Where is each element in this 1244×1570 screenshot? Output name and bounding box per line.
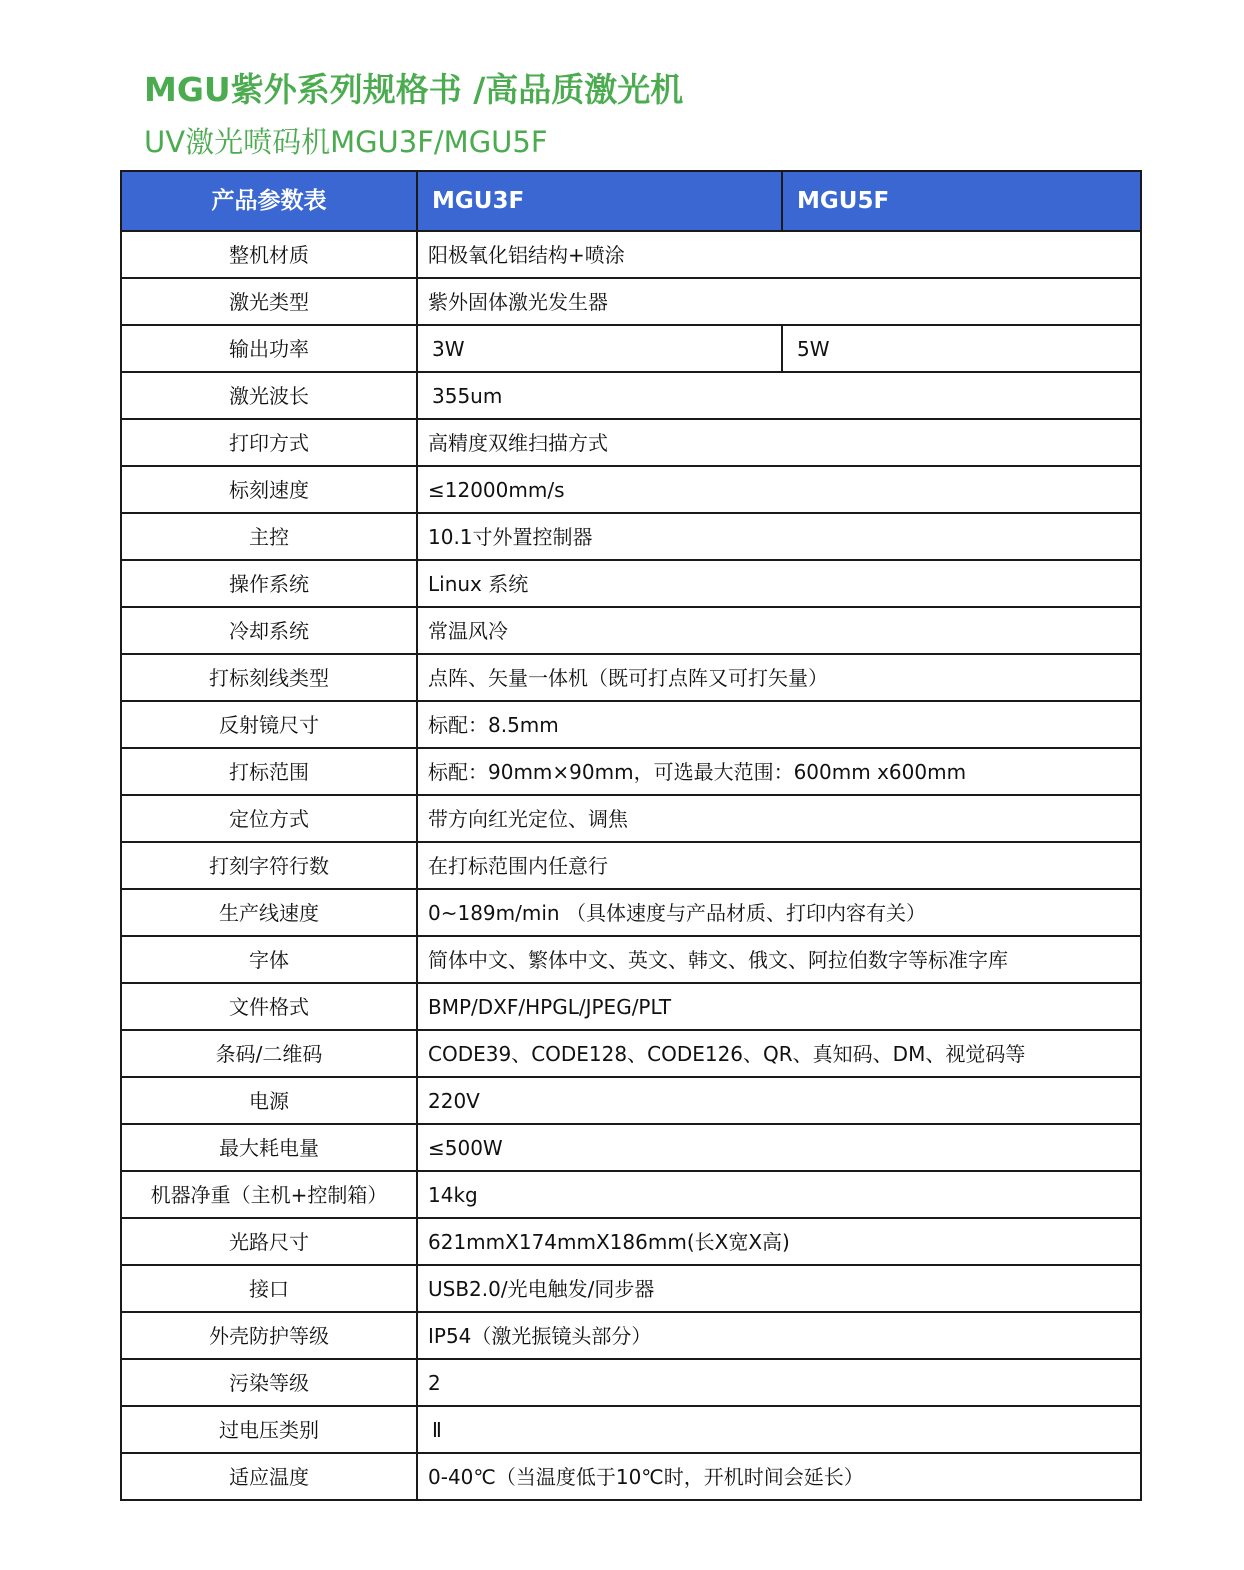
header-model-mgu3f: MGU3F [417, 171, 782, 231]
row-label: 最大耗电量 [121, 1124, 417, 1171]
table-row [121, 1453, 1141, 1500]
row-value: 点阵、矢量一体机（既可打点阵又可打矢量） [417, 654, 1141, 701]
row-label: 外壳防护等级 [121, 1312, 417, 1359]
spec-table [120, 170, 1142, 1501]
row-value: 阳极氧化铝结构+喷涂 [417, 231, 1141, 278]
page-subtitle: UV激光喷码机MGU3F/MGU5F [144, 125, 548, 159]
row-label: 打标刻线类型 [121, 654, 417, 701]
table-row [121, 701, 1141, 748]
table-row [121, 1218, 1141, 1265]
table-row [121, 1265, 1141, 1312]
row-label: 污染等级 [121, 1359, 417, 1406]
row-value: BMP/DXF/HPGL/JPEG/PLT [417, 983, 1141, 1030]
row-label: 适应温度 [121, 1453, 417, 1500]
table-row [121, 936, 1141, 983]
row-value: 0~189m/min （具体速度与产品材质、打印内容有关） [417, 889, 1141, 936]
row-label: 激光类型 [121, 278, 417, 325]
table-row [121, 372, 1141, 419]
row-value: 标配：90mm×90mm，可选最大范围：600mm x600mm [417, 748, 1141, 795]
table-row [121, 1171, 1141, 1218]
page-title: MGU紫外系列规格书 /高品质激光机 [144, 70, 684, 109]
row-value: 带方向红光定位、调焦 [417, 795, 1141, 842]
row-value: 621mmX174mmX186mm(长X宽X高) [417, 1218, 1141, 1265]
header-param-label: 产品参数表 [121, 171, 417, 231]
row-value: Ⅱ [417, 1406, 1141, 1453]
row-label: 光路尺寸 [121, 1218, 417, 1265]
table-row [121, 983, 1141, 1030]
row-label: 反射镜尺寸 [121, 701, 417, 748]
row-label: 机器净重（主机+控制箱） [121, 1171, 417, 1218]
table-row [121, 654, 1141, 701]
table-row [121, 1077, 1141, 1124]
header-model-mgu5f: MGU5F [782, 171, 1141, 231]
table-row [121, 513, 1141, 560]
row-value: 常温风冷 [417, 607, 1141, 654]
row-label: 打标范围 [121, 748, 417, 795]
row-label: 冷却系统 [121, 607, 417, 654]
row-value-mgu3f: 3W [417, 325, 782, 372]
row-value: 高精度双维扫描方式 [417, 419, 1141, 466]
row-label: 打刻字符行数 [121, 842, 417, 889]
row-label: 操作系统 [121, 560, 417, 607]
row-value: 355um [417, 372, 1141, 419]
table-row [121, 889, 1141, 936]
table-row [121, 466, 1141, 513]
row-label: 整机材质 [121, 231, 417, 278]
row-value: 14kg [417, 1171, 1141, 1218]
row-label: 标刻速度 [121, 466, 417, 513]
row-value: 标配：8.5mm [417, 701, 1141, 748]
table-row [121, 1312, 1141, 1359]
row-value: IP54（激光振镜头部分） [417, 1312, 1141, 1359]
row-label: 输出功率 [121, 325, 417, 372]
row-value: 220V [417, 1077, 1141, 1124]
table-row [121, 1359, 1141, 1406]
row-label: 定位方式 [121, 795, 417, 842]
row-value: 0-40℃（当温度低于10℃时，开机时间会延长） [417, 1453, 1141, 1500]
row-value: 简体中文、繁体中文、英文、韩文、俄文、阿拉伯数字等标准字库 [417, 936, 1141, 983]
row-value: 在打标范围内任意行 [417, 842, 1141, 889]
table-row [121, 795, 1141, 842]
table-row [121, 560, 1141, 607]
row-value: 10.1寸外置控制器 [417, 513, 1141, 560]
table-row [121, 1406, 1141, 1453]
row-value: ≤12000mm/s [417, 466, 1141, 513]
table-row [121, 325, 1141, 372]
row-label: 生产线速度 [121, 889, 417, 936]
table-row [121, 1124, 1141, 1171]
table-row [121, 607, 1141, 654]
row-value: 2 [417, 1359, 1141, 1406]
row-label: 接口 [121, 1265, 417, 1312]
row-value: ≤500W [417, 1124, 1141, 1171]
row-value-mgu5f: 5W [782, 325, 1141, 372]
row-value: 紫外固体激光发生器 [417, 278, 1141, 325]
row-value: USB2.0/光电触发/同步器 [417, 1265, 1141, 1312]
table-row [121, 419, 1141, 466]
row-label: 打印方式 [121, 419, 417, 466]
row-value: Linux 系统 [417, 560, 1141, 607]
table-row [121, 231, 1141, 278]
table-row [121, 748, 1141, 795]
table-row [121, 278, 1141, 325]
row-label: 条码/二维码 [121, 1030, 417, 1077]
row-label: 激光波长 [121, 372, 417, 419]
table-row [121, 842, 1141, 889]
row-value: CODE39、CODE128、CODE126、QR、真知码、DM、视觉码等 [417, 1030, 1141, 1077]
row-label: 主控 [121, 513, 417, 560]
row-label: 字体 [121, 936, 417, 983]
table-row [121, 1030, 1141, 1077]
spec-table-header-row [121, 171, 1141, 231]
row-label: 电源 [121, 1077, 417, 1124]
row-label: 文件格式 [121, 983, 417, 1030]
row-label: 过电压类别 [121, 1406, 417, 1453]
